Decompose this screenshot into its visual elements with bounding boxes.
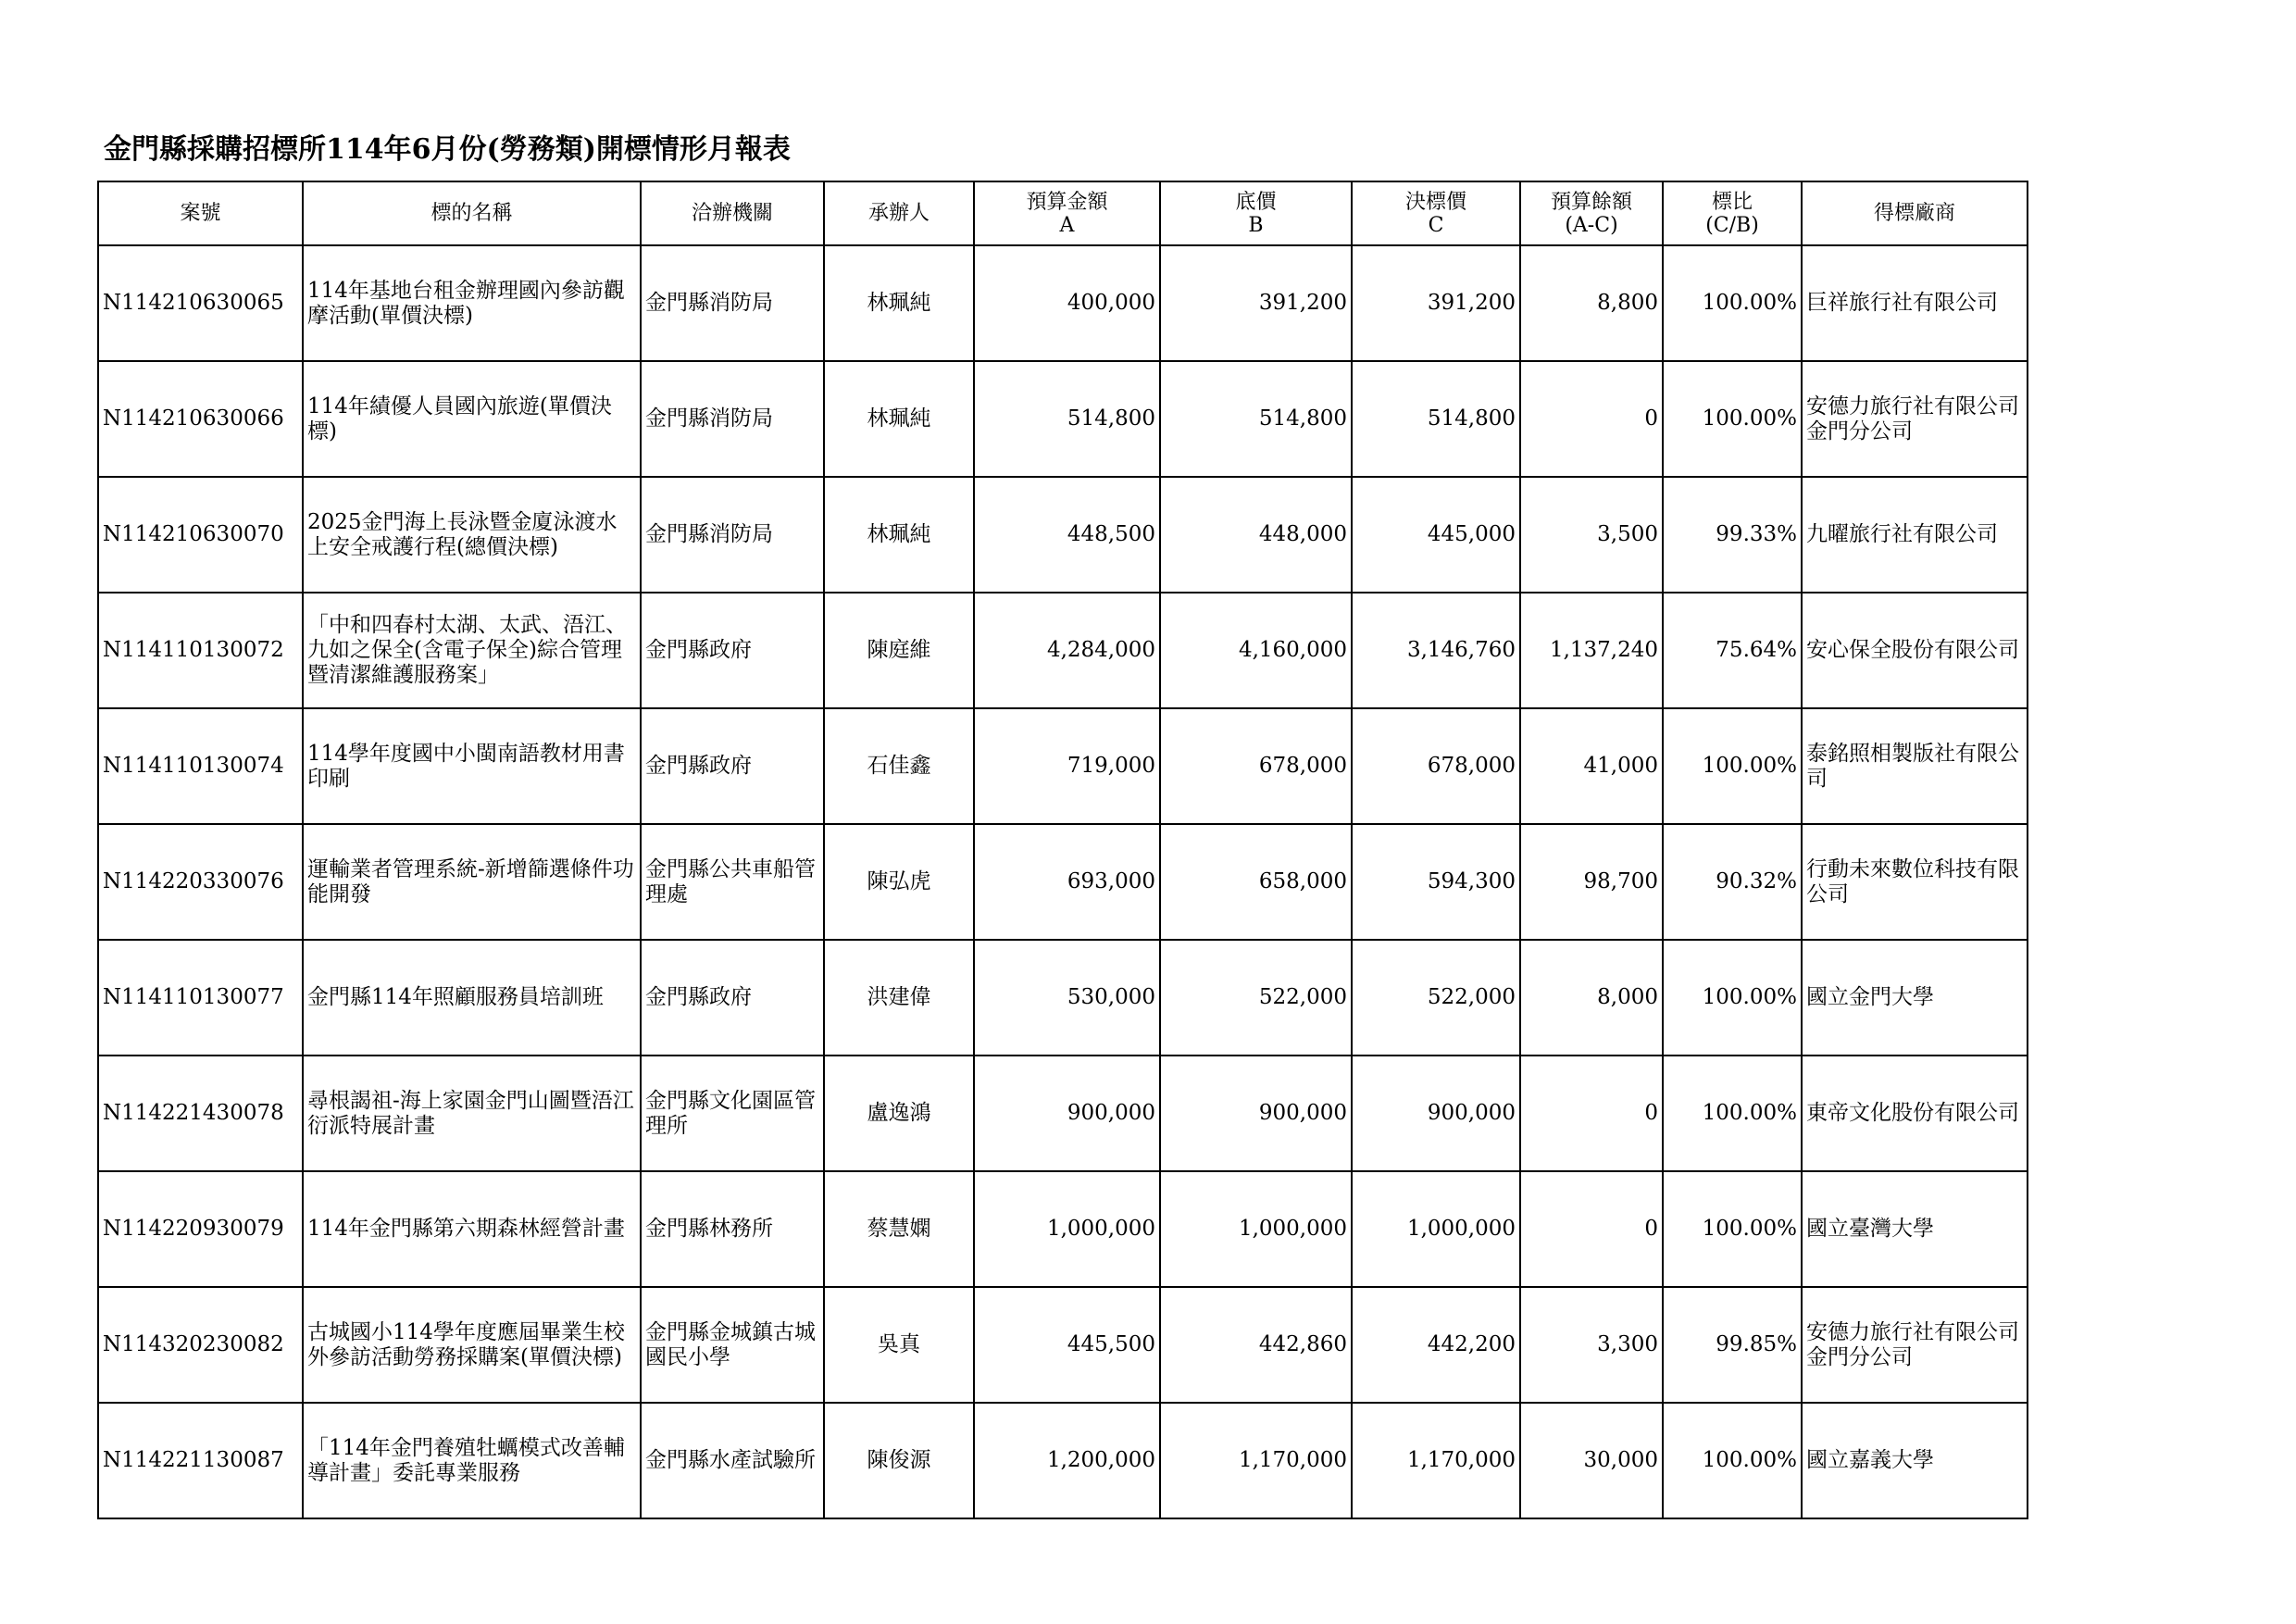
- cell-ratio: 75.64%: [1663, 593, 1802, 708]
- cell-officer: 陳庭維: [824, 593, 974, 708]
- cell-budget: 530,000: [974, 940, 1160, 1056]
- cell-ratio: 100.00%: [1663, 245, 1802, 361]
- header-person: 承辦人: [824, 181, 974, 245]
- header-surplus: 預算餘額 (A-C): [1520, 181, 1663, 245]
- table-row: [98, 361, 2028, 477]
- cell-agency: 金門縣文化園區管理所: [641, 1056, 824, 1171]
- cell-vendor: 行動未來數位科技有限公司: [1802, 824, 2028, 940]
- cell-vendor: 國立臺灣大學: [1802, 1171, 2028, 1287]
- table-row: [98, 708, 2028, 824]
- header-name: 標的名稱: [303, 181, 641, 245]
- cell-case-number: N114110130077: [98, 940, 303, 1056]
- cell-officer: 吳真: [824, 1287, 974, 1403]
- cell-case-number: N114220330076: [98, 824, 303, 940]
- cell-vendor: 安德力旅行社有限公司金門分公司: [1802, 1287, 2028, 1403]
- cell-budget: 445,500: [974, 1287, 1160, 1403]
- cell-budget: 1,000,000: [974, 1171, 1160, 1287]
- cell-officer: 洪建偉: [824, 940, 974, 1056]
- cell-agency: 金門縣消防局: [641, 361, 824, 477]
- cell-case-number: N114220930079: [98, 1171, 303, 1287]
- cell-base-price: 678,000: [1160, 708, 1352, 824]
- cell-case-number: N114221430078: [98, 1056, 303, 1171]
- header-case: 案號: [98, 181, 303, 245]
- cell-budget: 400,000: [974, 245, 1160, 361]
- cell-base-price: 522,000: [1160, 940, 1352, 1056]
- cell-ratio: 100.00%: [1663, 1403, 1802, 1518]
- cell-officer: 林珮純: [824, 245, 974, 361]
- cell-base-price: 391,200: [1160, 245, 1352, 361]
- cell-agency: 金門縣消防局: [641, 245, 824, 361]
- cell-award-price: 900,000: [1352, 1056, 1520, 1171]
- header-row: [98, 181, 2028, 245]
- cell-budget: 900,000: [974, 1056, 1160, 1171]
- cell-vendor: 泰銘照相製版社有限公司: [1802, 708, 2028, 824]
- cell-agency: 金門縣金城鎮古城國民小學: [641, 1287, 824, 1403]
- cell-ratio: 100.00%: [1663, 1056, 1802, 1171]
- cell-base-price: 900,000: [1160, 1056, 1352, 1171]
- cell-base-price: 442,860: [1160, 1287, 1352, 1403]
- cell-surplus: 0: [1520, 1171, 1663, 1287]
- cell-ratio: 99.85%: [1663, 1287, 1802, 1403]
- cell-base-price: 4,160,000: [1160, 593, 1352, 708]
- cell-agency: 金門縣政府: [641, 708, 824, 824]
- cell-base-price: 514,800: [1160, 361, 1352, 477]
- cell-officer: 石佳鑫: [824, 708, 974, 824]
- cell-ratio: 100.00%: [1663, 708, 1802, 824]
- table-row: [98, 245, 2028, 361]
- cell-award-price: 3,146,760: [1352, 593, 1520, 708]
- cell-subject-name: 114學年度國中小閩南語教材用書印刷: [303, 708, 641, 824]
- cell-ratio: 90.32%: [1663, 824, 1802, 940]
- cell-agency: 金門縣政府: [641, 940, 824, 1056]
- cell-subject-name: 「中和四春村太湖、太武、浯江、九如之保全(含電子保全)綜合管理暨清潔維護服務案」: [303, 593, 641, 708]
- cell-agency: 金門縣政府: [641, 593, 824, 708]
- cell-vendor: 國立嘉義大學: [1802, 1403, 2028, 1518]
- table-row: [98, 1403, 2028, 1518]
- cell-subject-name: 古城國小114學年度應屆畢業生校外參訪活動勞務採購案(單價決標): [303, 1287, 641, 1403]
- table-row: [98, 1056, 2028, 1171]
- cell-case-number: N114210630070: [98, 477, 303, 593]
- cell-case-number: N114210630065: [98, 245, 303, 361]
- cell-subject-name: 尋根謁祖-海上家園金門山圖暨浯江衍派特展計畫: [303, 1056, 641, 1171]
- cell-award-price: 1,170,000: [1352, 1403, 1520, 1518]
- header-award-price: 決標價 C: [1352, 181, 1520, 245]
- report-title: 金門縣採購招標所114年6月份(勞務類)開標情形月報表: [104, 133, 791, 166]
- cell-base-price: 1,170,000: [1160, 1403, 1352, 1518]
- cell-award-price: 514,800: [1352, 361, 1520, 477]
- cell-vendor: 國立金門大學: [1802, 940, 2028, 1056]
- cell-ratio: 100.00%: [1663, 940, 1802, 1056]
- cell-vendor: 九曜旅行社有限公司: [1802, 477, 2028, 593]
- cell-ratio: 100.00%: [1663, 361, 1802, 477]
- cell-subject-name: 「114年金門養殖牡蠣模式改善輔導計畫」委託專業服務: [303, 1403, 641, 1518]
- cell-case-number: N114221130087: [98, 1403, 303, 1518]
- cell-surplus: 8,800: [1520, 245, 1663, 361]
- cell-award-price: 594,300: [1352, 824, 1520, 940]
- cell-officer: 林珮純: [824, 361, 974, 477]
- cell-award-price: 522,000: [1352, 940, 1520, 1056]
- table-row: [98, 593, 2028, 708]
- table-row: [98, 824, 2028, 940]
- cell-award-price: 391,200: [1352, 245, 1520, 361]
- cell-agency: 金門縣公共車船管理處: [641, 824, 824, 940]
- cell-award-price: 442,200: [1352, 1287, 1520, 1403]
- cell-agency: 金門縣林務所: [641, 1171, 824, 1287]
- cell-base-price: 1,000,000: [1160, 1171, 1352, 1287]
- cell-case-number: N114210630066: [98, 361, 303, 477]
- cell-budget: 448,500: [974, 477, 1160, 593]
- cell-subject-name: 2025金門海上長泳暨金廈泳渡水上安全戒護行程(總價決標): [303, 477, 641, 593]
- cell-surplus: 30,000: [1520, 1403, 1663, 1518]
- header-budget: 預算金額 A: [974, 181, 1160, 245]
- cell-base-price: 658,000: [1160, 824, 1352, 940]
- cell-surplus: 98,700: [1520, 824, 1663, 940]
- cell-surplus: 8,000: [1520, 940, 1663, 1056]
- cell-ratio: 100.00%: [1663, 1171, 1802, 1287]
- cell-subject-name: 114年金門縣第六期森林經營計畫: [303, 1171, 641, 1287]
- cell-base-price: 448,000: [1160, 477, 1352, 593]
- cell-surplus: 1,137,240: [1520, 593, 1663, 708]
- cell-vendor: 巨祥旅行社有限公司: [1802, 245, 2028, 361]
- cell-vendor: 安心保全股份有限公司: [1802, 593, 2028, 708]
- cell-surplus: 0: [1520, 1056, 1663, 1171]
- cell-award-price: 1,000,000: [1352, 1171, 1520, 1287]
- cell-agency: 金門縣水產試驗所: [641, 1403, 824, 1518]
- cell-officer: 盧逸鴻: [824, 1056, 974, 1171]
- cell-case-number: N114110130074: [98, 708, 303, 824]
- cell-subject-name: 運輸業者管理系統-新增篩選條件功能開發: [303, 824, 641, 940]
- cell-vendor: 安德力旅行社有限公司金門分公司: [1802, 361, 2028, 477]
- cell-budget: 719,000: [974, 708, 1160, 824]
- tender-report-table: [97, 181, 2028, 1519]
- cell-surplus: 0: [1520, 361, 1663, 477]
- cell-budget: 514,800: [974, 361, 1160, 477]
- cell-surplus: 41,000: [1520, 708, 1663, 824]
- cell-budget: 4,284,000: [974, 593, 1160, 708]
- table-row: [98, 1287, 2028, 1403]
- table-row: [98, 940, 2028, 1056]
- cell-agency: 金門縣消防局: [641, 477, 824, 593]
- cell-vendor: 東帝文化股份有限公司: [1802, 1056, 2028, 1171]
- header-ratio: 標比 (C/B): [1663, 181, 1802, 245]
- cell-subject-name: 金門縣114年照顧服務員培訓班: [303, 940, 641, 1056]
- header-vendor: 得標廠商: [1802, 181, 2028, 245]
- table-row: [98, 477, 2028, 593]
- cell-award-price: 445,000: [1352, 477, 1520, 593]
- cell-budget: 1,200,000: [974, 1403, 1160, 1518]
- cell-subject-name: 114年基地台租金辦理國內參訪觀摩活動(單價決標): [303, 245, 641, 361]
- cell-officer: 陳俊源: [824, 1403, 974, 1518]
- cell-officer: 蔡慧嫻: [824, 1171, 974, 1287]
- cell-ratio: 99.33%: [1663, 477, 1802, 593]
- cell-surplus: 3,300: [1520, 1287, 1663, 1403]
- cell-case-number: N114110130072: [98, 593, 303, 708]
- header-base-price: 底價 B: [1160, 181, 1352, 245]
- cell-case-number: N114320230082: [98, 1287, 303, 1403]
- header-agency: 洽辦機關: [641, 181, 824, 245]
- table-row: [98, 1171, 2028, 1287]
- cell-award-price: 678,000: [1352, 708, 1520, 824]
- cell-surplus: 3,500: [1520, 477, 1663, 593]
- cell-officer: 林珮純: [824, 477, 974, 593]
- cell-budget: 693,000: [974, 824, 1160, 940]
- cell-subject-name: 114年績優人員國內旅遊(單價決標): [303, 361, 641, 477]
- cell-officer: 陳弘虎: [824, 824, 974, 940]
